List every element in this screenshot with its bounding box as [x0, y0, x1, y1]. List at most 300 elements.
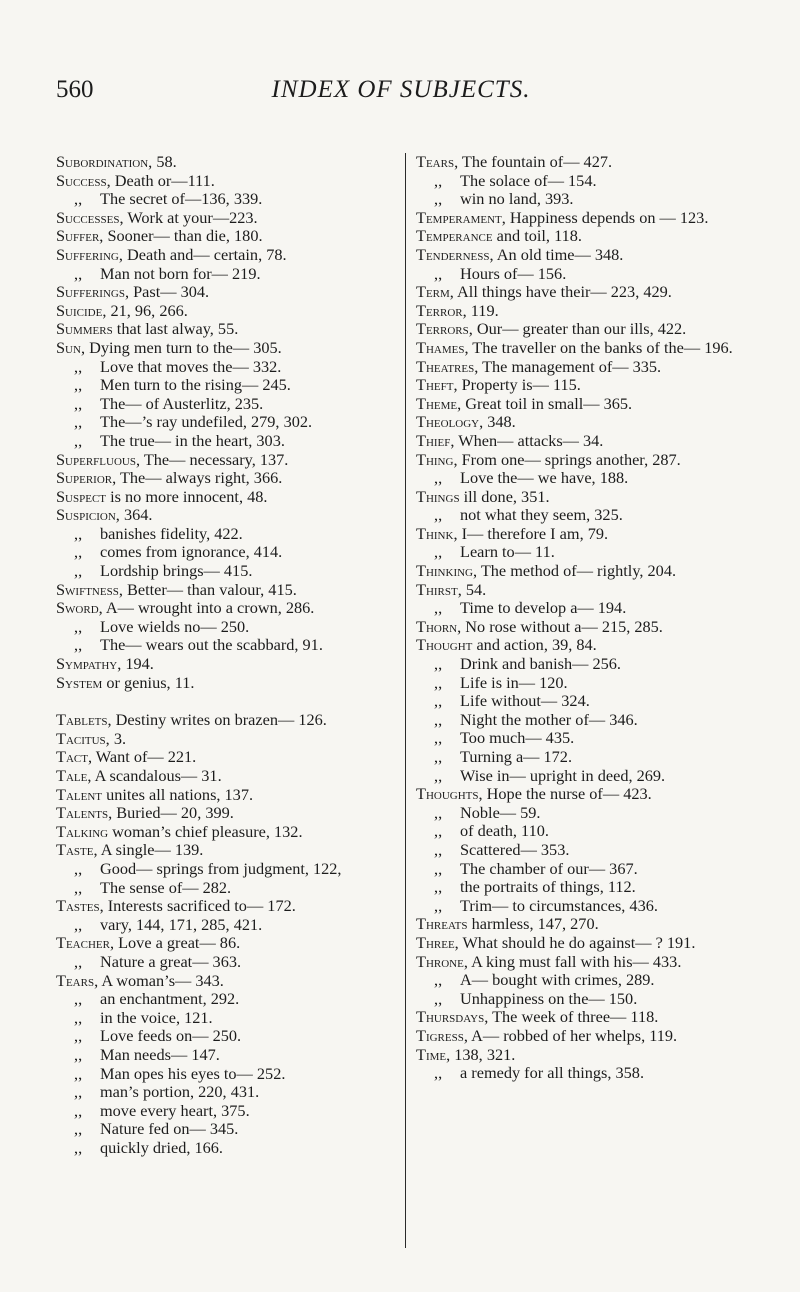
index-entry — [416, 562, 756, 581]
index-text: vary, 144, 171, 285, 421. — [100, 914, 263, 934]
index-subentry — [56, 1102, 396, 1121]
index-entry — [416, 1008, 756, 1027]
ditto-mark: ,, — [74, 635, 83, 655]
index-text: Life without— 324. — [460, 691, 590, 711]
index-text: , 54. — [457, 579, 487, 599]
index-text: , Love a great— 86. — [109, 933, 241, 953]
index-subentry — [416, 860, 756, 879]
index-text: an enchantment, 292. — [100, 989, 240, 1009]
index-subentry — [416, 729, 756, 748]
index-text: , Our— greater than our ills, 422. — [468, 319, 687, 339]
index-text: The true— in the heart, 303. — [100, 430, 285, 450]
index-text: , A woman’s— 343. — [94, 970, 224, 990]
index-subentry — [56, 916, 396, 935]
index-entry — [416, 246, 756, 265]
index-text: Love feeds on— 250. — [100, 1026, 242, 1046]
index-subentry — [56, 618, 396, 637]
index-text: The— of Austerlitz, 235. — [100, 393, 264, 413]
index-heading: Thought — [416, 635, 473, 655]
ditto-mark: ,, — [434, 691, 443, 711]
ditto-mark: ,, — [434, 709, 443, 729]
index-entry — [56, 730, 396, 749]
index-entry — [416, 413, 756, 432]
index-text: The— wears out the scabbard, 91. — [100, 635, 323, 655]
ditto-mark: ,, — [434, 1063, 443, 1083]
index-heading: Theft — [416, 375, 454, 395]
index-text: Love the— we have, 188. — [460, 468, 629, 488]
index-heading: Tears — [56, 970, 95, 990]
index-entry — [56, 897, 396, 916]
index-entry — [416, 915, 756, 934]
index-text: Nature fed on— 345. — [100, 1119, 239, 1139]
index-entry — [416, 1027, 756, 1046]
index-text: in the voice, 121. — [100, 1007, 213, 1027]
index-heading: Things — [416, 486, 460, 506]
index-text: Drink and banish— 256. — [460, 654, 621, 674]
index-entry — [416, 934, 756, 953]
index-text: , The— always right, 366. — [112, 468, 283, 488]
index-entry — [56, 711, 396, 730]
index-text: , The week of three— 118. — [484, 1007, 659, 1027]
ditto-mark: ,, — [434, 970, 443, 990]
index-text: woman’s chief pleasure, 132. — [108, 821, 303, 841]
index-heading: Superfluous — [56, 449, 136, 469]
ditto-mark: ,, — [434, 728, 443, 748]
index-subentry — [416, 767, 756, 786]
index-entry — [416, 432, 756, 451]
ditto-mark: ,, — [74, 1137, 83, 1157]
ditto-mark: ,, — [434, 505, 443, 525]
index-subentry — [416, 692, 756, 711]
index-subentry — [416, 822, 756, 841]
ditto-mark: ,, — [74, 989, 83, 1009]
index-entry — [56, 581, 396, 600]
index-entry — [56, 506, 396, 525]
index-text: , Destiny writes on brazen— 126. — [107, 710, 327, 730]
index-entry — [56, 302, 396, 321]
index-subentry — [416, 711, 756, 730]
index-text: , The— necessary, 137. — [135, 449, 289, 469]
index-entry — [416, 451, 756, 470]
ditto-mark: ,, — [74, 1063, 83, 1083]
index-text: of death, 110. — [460, 821, 549, 841]
index-text: Night the mother of— 346. — [460, 709, 638, 729]
index-text: , Property is— 115. — [453, 375, 581, 395]
ditto-mark: ,, — [74, 1026, 83, 1046]
index-subentry — [416, 990, 756, 1009]
ditto-mark: ,, — [74, 914, 83, 934]
index-heading: Thief — [416, 430, 451, 450]
ditto-mark: ,, — [74, 393, 83, 413]
index-heading: Term — [416, 282, 450, 302]
index-entry — [416, 358, 756, 377]
index-subentry — [416, 172, 756, 191]
index-entry — [56, 227, 396, 246]
ditto-mark: ,, — [434, 170, 443, 190]
index-text: comes from ignorance, 414. — [100, 542, 283, 562]
index-subentry — [416, 506, 756, 525]
index-entry — [56, 283, 396, 302]
section-gap — [56, 692, 396, 711]
index-heading: Superior — [56, 468, 113, 488]
index-text: Too much— 435. — [460, 728, 575, 748]
index-text: The—’s ray undefiled, 279, 302. — [100, 412, 313, 432]
index-heading: Taste — [56, 840, 94, 860]
index-entry — [416, 618, 756, 637]
ditto-mark: ,, — [434, 542, 443, 562]
index-subentry — [56, 990, 396, 1009]
index-entry — [56, 339, 396, 358]
ditto-mark: ,, — [74, 263, 83, 283]
index-text: Time to develop a— 194. — [460, 598, 627, 618]
index-heading: Thames — [416, 337, 465, 357]
index-subentry — [56, 358, 396, 377]
running-title: INDEX OF SUBJECTS. — [271, 76, 531, 103]
index-heading: Sun — [56, 337, 81, 357]
index-entry — [56, 655, 396, 674]
index-text: , The fountain of— 427. — [454, 152, 613, 171]
ditto-mark: ,, — [74, 542, 83, 562]
index-heading: Tears — [416, 152, 455, 171]
index-subentry — [56, 1120, 396, 1139]
index-entry — [416, 302, 756, 321]
index-entry — [416, 320, 756, 339]
index-text: , 348. — [479, 412, 516, 432]
ditto-mark: ,, — [74, 412, 83, 432]
index-entry — [56, 841, 396, 860]
index-text: , Buried— 20, 399. — [108, 803, 234, 823]
index-text: harmless, 147, 270. — [467, 914, 599, 934]
index-entry — [416, 153, 756, 172]
index-heading: Success — [56, 170, 107, 190]
ditto-mark: ,, — [434, 802, 443, 822]
index-heading: Successes — [56, 207, 120, 227]
index-text: , Hope the nurse of— 423. — [478, 784, 652, 804]
index-entry — [56, 804, 396, 823]
index-text: , A— wrought into a crown, 286. — [98, 598, 315, 618]
ditto-mark: ,, — [434, 654, 443, 674]
index-subentry — [416, 190, 756, 209]
ditto-mark: ,, — [434, 468, 443, 488]
index-text: , I— therefore I am, 79. — [453, 523, 609, 543]
ditto-mark: ,, — [434, 263, 443, 283]
index-entry — [56, 786, 396, 805]
index-text: is no more innocent, 48. — [106, 486, 268, 506]
index-text: Love that moves the— 332. — [100, 356, 282, 376]
index-text: , 194. — [117, 654, 154, 674]
index-heading: Suspicion — [56, 505, 116, 525]
index-text: , The traveller on the banks of the— 196. — [464, 337, 733, 357]
ditto-mark: ,, — [434, 598, 443, 618]
ditto-mark: ,, — [434, 877, 443, 897]
index-heading: Suicide — [56, 300, 103, 320]
index-text: , A— robbed of her whelps, 119. — [463, 1025, 678, 1045]
index-heading: Subordination — [56, 152, 149, 171]
column-divider — [405, 153, 406, 1248]
index-text: move every heart, 375. — [100, 1100, 250, 1120]
index-text: , Great toil in small— 365. — [457, 393, 633, 413]
index-entry — [56, 934, 396, 953]
index-subentry — [56, 265, 396, 284]
index-text: , From one— springs another, 287. — [453, 449, 681, 469]
index-heading: Tale — [56, 766, 88, 785]
index-text: Wise in— upright in deed, 269. — [460, 765, 666, 785]
index-subentry — [416, 265, 756, 284]
index-text: Man needs— 147. — [100, 1044, 220, 1064]
index-text: The secret of—136, 339. — [100, 189, 263, 209]
index-text: , 3. — [105, 728, 127, 748]
ditto-mark: ,, — [74, 858, 83, 878]
index-heading: Theology — [416, 412, 480, 432]
index-subentry — [416, 897, 756, 916]
index-heading: Tastes — [56, 896, 100, 916]
index-subentry — [56, 190, 396, 209]
index-text: , Want of— 221. — [87, 747, 197, 767]
index-text: , 138, 321. — [446, 1044, 516, 1064]
index-subentry — [56, 1009, 396, 1028]
index-text: , Past— 304. — [124, 282, 210, 302]
index-text: Hours of— 156. — [460, 263, 567, 283]
index-entry — [56, 674, 396, 693]
index-subentry — [416, 543, 756, 562]
index-heading: Suffer — [56, 226, 100, 246]
index-text: , Better— than valour, 415. — [118, 579, 297, 599]
index-text: a remedy for all things, 358. — [460, 1063, 645, 1083]
index-text: quickly dried, 166. — [100, 1137, 223, 1157]
index-subentry — [56, 1027, 396, 1046]
index-heading: Summers — [56, 319, 113, 339]
index-subentry — [56, 1083, 396, 1102]
index-text: , 364. — [115, 505, 153, 525]
index-heading: Tablets — [56, 710, 108, 730]
ditto-mark: ,, — [74, 951, 83, 971]
index-text: , 21, 96, 266. — [102, 300, 188, 320]
index-column-left — [56, 153, 396, 1157]
index-text: Love wields no— 250. — [100, 616, 250, 636]
ditto-mark: ,, — [74, 616, 83, 636]
index-text: Scattered— 353. — [460, 839, 570, 859]
index-subentry — [56, 879, 396, 898]
index-entry — [56, 451, 396, 470]
index-subentry — [416, 599, 756, 618]
index-entry — [56, 172, 396, 191]
index-entry — [56, 320, 396, 339]
index-subentry — [56, 953, 396, 972]
index-text: , A single— 139. — [93, 840, 204, 860]
index-heading: Tact — [56, 747, 88, 767]
index-text: The sense of— 282. — [100, 877, 232, 897]
index-heading: Suffering — [56, 244, 119, 264]
index-text: Good— springs from judgment, 122, — [100, 858, 342, 878]
ditto-mark: ,, — [74, 1082, 83, 1102]
index-heading: Tigress — [416, 1025, 464, 1045]
index-entry — [416, 488, 756, 507]
index-entry — [56, 823, 396, 842]
ditto-mark: ,, — [74, 356, 83, 376]
index-subentry — [56, 543, 396, 562]
index-text: and toil, 118. — [492, 226, 582, 246]
index-subentry — [56, 636, 396, 655]
index-text: , Interests sacrificed to— 172. — [99, 896, 296, 916]
index-text: , Sooner— than die, 180. — [99, 226, 263, 246]
ditto-mark: ,, — [74, 523, 83, 543]
index-text: Life is in— 120. — [460, 672, 568, 692]
index-entry — [56, 209, 396, 228]
index-heading: Talking — [56, 821, 109, 841]
index-text: , Death or—111. — [106, 170, 215, 190]
index-heading: Thing — [416, 449, 454, 469]
index-heading: System — [56, 672, 103, 692]
ditto-mark: ,, — [74, 430, 83, 450]
page-number: 560 — [56, 76, 94, 103]
index-subentry — [56, 562, 396, 581]
index-text: that last alway, 55. — [112, 319, 239, 339]
index-text: The chamber of our— 367. — [460, 858, 638, 878]
index-subentry — [56, 1065, 396, 1084]
index-text: Nature a great— 363. — [100, 951, 242, 971]
index-heading: Sword — [56, 598, 99, 618]
ditto-mark: ,, — [74, 375, 83, 395]
index-text: Man not born for— 219. — [100, 263, 261, 283]
index-subentry — [416, 1064, 756, 1083]
index-text: , All things have their— 223, 429. — [449, 282, 672, 302]
index-text: Learn to— 11. — [460, 542, 555, 562]
ditto-mark: ,, — [434, 988, 443, 1008]
index-text: The solace of— 154. — [460, 170, 597, 190]
ditto-mark: ,, — [434, 858, 443, 878]
index-subentry — [416, 878, 756, 897]
index-heading: Talent — [56, 784, 102, 804]
index-subentry — [416, 841, 756, 860]
index-subentry — [56, 1139, 396, 1158]
index-heading: Sufferings — [56, 282, 125, 302]
index-text: , The method of— rightly, 204. — [473, 561, 677, 581]
index-text: , Dying men turn to the— 305. — [80, 337, 282, 357]
index-subentry — [56, 413, 396, 432]
index-heading: Theme — [416, 393, 458, 413]
index-heading: Threats — [416, 914, 468, 934]
index-text: Unhappiness on the— 150. — [460, 988, 638, 1008]
index-subentry — [416, 804, 756, 823]
index-entry — [416, 636, 756, 655]
index-entry — [56, 599, 396, 618]
index-heading: Sympathy — [56, 654, 118, 674]
index-entry — [56, 767, 396, 786]
index-text: the portraits of things, 112. — [460, 877, 636, 897]
index-heading: Temperament — [416, 207, 502, 227]
ditto-mark: ,, — [434, 765, 443, 785]
index-subentry — [56, 395, 396, 414]
index-text: Men turn to the rising— 245. — [100, 375, 291, 395]
index-entry — [416, 785, 756, 804]
index-text: , What should he do against— ? 191. — [454, 932, 696, 952]
index-heading: Tenderness — [416, 244, 490, 264]
index-text: , Happiness depends on — 123. — [501, 207, 709, 227]
ditto-mark: ,, — [74, 1044, 83, 1064]
index-entry — [416, 395, 756, 414]
index-entry — [416, 953, 756, 972]
index-text: A— bought with crimes, 289. — [460, 970, 655, 990]
index-entry — [56, 246, 396, 265]
index-subentry — [416, 748, 756, 767]
index-text: banishes fidelity, 422. — [100, 523, 243, 543]
index-text: Lordship brings— 415. — [100, 561, 253, 581]
ditto-mark: ,, — [434, 672, 443, 692]
ditto-mark: ,, — [74, 1119, 83, 1139]
index-heading: Teacher — [56, 933, 110, 953]
ditto-mark: ,, — [434, 839, 443, 859]
index-text: win no land, 393. — [460, 189, 574, 209]
index-heading: Temperance — [416, 226, 493, 246]
ditto-mark: ,, — [434, 895, 443, 915]
index-heading: Time — [416, 1044, 447, 1064]
index-subentry — [416, 655, 756, 674]
index-text: , A scandalous— 31. — [87, 766, 222, 785]
index-text: man’s portion, 220, 431. — [100, 1082, 260, 1102]
index-text: ill done, 351. — [459, 486, 550, 506]
index-text: , An old time— 348. — [489, 244, 624, 264]
index-entry — [416, 209, 756, 228]
index-entry — [416, 1046, 756, 1065]
ditto-mark: ,, — [74, 189, 83, 209]
page-header — [56, 76, 746, 110]
index-text: , A king must fall with his— 433. — [463, 951, 682, 971]
ditto-mark: ,, — [434, 189, 443, 209]
index-entry — [416, 376, 756, 395]
index-text: Man opes his eyes to— 252. — [100, 1063, 286, 1083]
index-heading: Swiftness — [56, 579, 119, 599]
index-subentry — [416, 674, 756, 693]
index-heading: Thinking — [416, 561, 473, 581]
index-heading: Thorn — [416, 616, 458, 636]
index-subentry — [416, 469, 756, 488]
index-text: Trim— to circumstances, 436. — [460, 895, 658, 915]
index-entry — [56, 153, 396, 172]
ditto-mark: ,, — [434, 821, 443, 841]
index-heading: Theatres — [416, 356, 475, 376]
index-subentry — [56, 1046, 396, 1065]
index-text: or genius, 11. — [102, 672, 195, 692]
index-text: Noble— 59. — [460, 802, 541, 822]
index-heading: Suspect — [56, 486, 107, 506]
index-subentry — [56, 376, 396, 395]
index-text: and action, 39, 84. — [472, 635, 597, 655]
index-entry — [56, 748, 396, 767]
index-subentry — [416, 971, 756, 990]
index-heading: Three — [416, 932, 455, 952]
index-entry — [56, 972, 396, 991]
index-entry — [416, 283, 756, 302]
index-text: , Death and— certain, 78. — [118, 244, 287, 264]
index-heading: Think — [416, 523, 454, 543]
index-text: , No rose without a— 215, 285. — [457, 616, 663, 636]
index-text: not what they seem, 325. — [460, 505, 623, 525]
index-heading: Talents — [56, 803, 109, 823]
index-text: , 58. — [148, 152, 177, 171]
index-entry — [56, 488, 396, 507]
index-text: , Work at your—223. — [119, 207, 258, 227]
index-heading: Thoughts — [416, 784, 479, 804]
index-heading: Thirst — [416, 579, 458, 599]
index-column-right — [416, 153, 756, 1083]
index-subentry — [56, 525, 396, 544]
ditto-mark: ,, — [74, 1007, 83, 1027]
ditto-mark: ,, — [74, 561, 83, 581]
index-text: , The management of— 335. — [474, 356, 662, 376]
index-entry — [416, 339, 756, 358]
ditto-mark: ,, — [74, 877, 83, 897]
index-entry — [416, 581, 756, 600]
